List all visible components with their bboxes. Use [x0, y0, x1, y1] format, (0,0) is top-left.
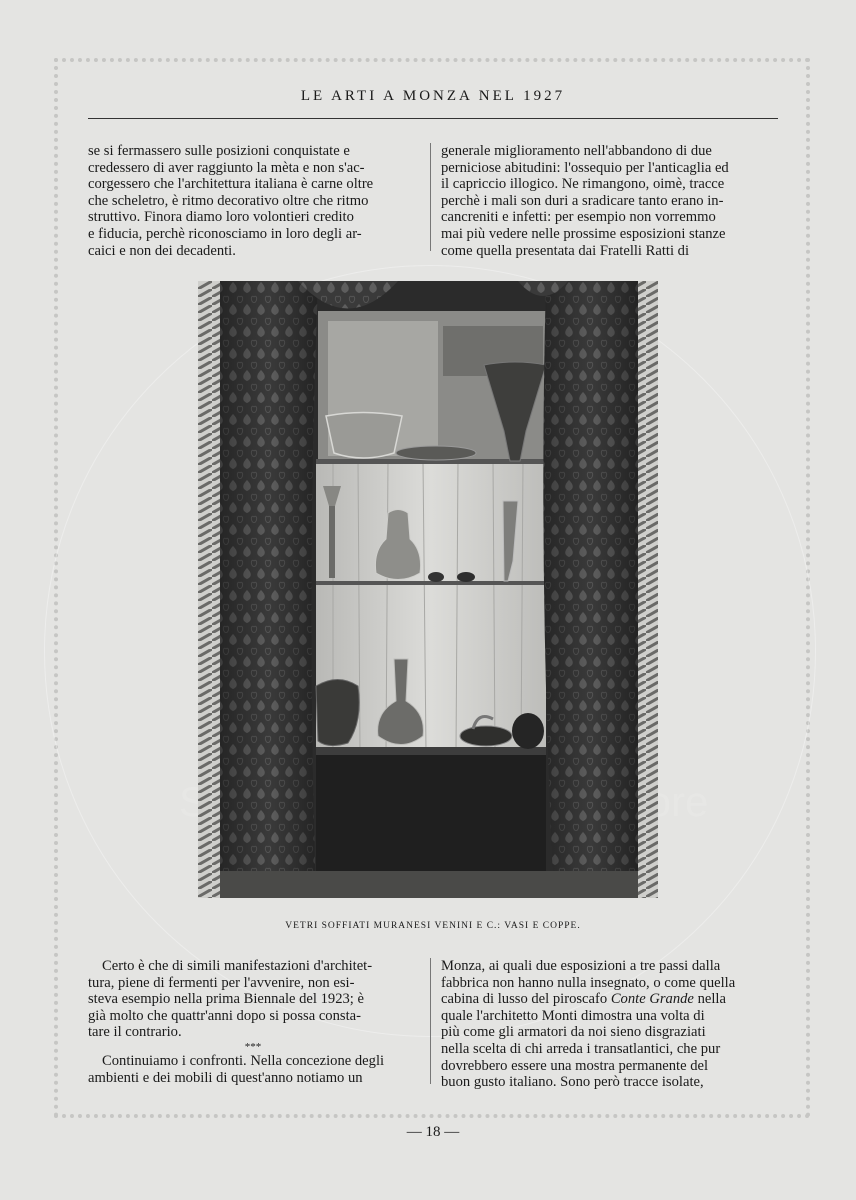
section-separator: *** — [244, 1040, 262, 1053]
text-line: Certo è che di simili manifestazioni d'architet- — [102, 958, 373, 974]
text-line: generale miglioramento nell'abbandono di due — [441, 143, 712, 159]
running-title: LE ARTI A MONZA NEL 1927 — [300, 88, 566, 104]
text-line: se si fermassero sulle posizioni conquistate e — [88, 143, 350, 159]
top-left-column — [88, 143, 418, 259]
text-segment: nella — [693, 991, 726, 1008]
text-line: credessero di aver raggiunto la mèta e non s'ac- — [88, 159, 365, 176]
page-number: — 18 — — [406, 1124, 460, 1140]
text-line: buon gusto italiano. Sono però tracce isolate, — [441, 1074, 704, 1091]
header-rule — [88, 118, 778, 119]
text-line: nella scelta di chi arreda i transatlantici, che pur — [441, 1040, 721, 1057]
text-line: mai più vedere nelle prossime esposizioni stanze — [441, 225, 726, 242]
text-line: caici e non dei decadenti. — [88, 242, 236, 259]
text-line: perniciose abitudini: l'ossequio per l'anticaglia ed — [441, 159, 729, 176]
ship-name: Conte Grande — [610, 991, 694, 1008]
text-line: ambienti e dei mobili di quest'anno notiamo un — [88, 1069, 363, 1086]
text-line: struttivo. Finora diamo loro volontieri credito — [88, 209, 354, 226]
glass-vitrine-photograph — [198, 281, 658, 898]
text-segment: cabina di lusso del piroscafo — [441, 991, 611, 1008]
text-line: tare il contrario. — [88, 1024, 182, 1041]
column-divider — [430, 958, 431, 1084]
text-line: come quella presentata dai Fratelli Ratti di — [441, 242, 690, 259]
text-line: il capriccio illogico. Ne rimangono, oimè, tracce — [441, 176, 725, 193]
text-line: e fiducia, perchè riconosciamo in loro degli ar- — [88, 225, 362, 242]
top-right-column — [441, 143, 777, 259]
text-line: fabbrica non hanno nulla insegnato, o come quella — [441, 974, 736, 991]
text-line: che scheletro, è ritmo decorativo oltre che ritmo — [88, 192, 369, 209]
text-line: cancreniti e infetti: per esempio non vorremmo — [441, 209, 716, 226]
figure-caption: VETRI SOFFIATI MURANESI VENINI E C.: VASI E COPPE. — [285, 921, 581, 931]
watermark-text-3: ore — [647, 778, 709, 825]
text-line: perchè i mali son duri a sradicare tanto erano in- — [441, 192, 724, 209]
text-line: quale l'architetto Monti dimostra una volta di — [441, 1007, 705, 1024]
text-line: tura, piene di fermenti per l'avvenire, non esi- — [88, 974, 355, 991]
column-divider — [430, 143, 431, 251]
photo-illustration — [198, 281, 658, 898]
bottom-left-column — [88, 958, 418, 1086]
bottom-right-column — [441, 958, 777, 1091]
text-line: già molto che quattr'anni dopo si possa consta- — [88, 1007, 361, 1024]
text-line: dovrebbero essere una mostra permanente del — [441, 1057, 709, 1074]
text-line: Continuiamo i confronti. Nella concezione degli — [102, 1052, 385, 1069]
text-line: steva esempio nella prima Biennale del 1923; è — [88, 991, 364, 1008]
text-line — [441, 991, 777, 1008]
text-line: corgessero che l'architettura italiana è carne oltre — [88, 176, 374, 193]
text-line: più come gli armatori da noi sieno disgraziati — [441, 1024, 706, 1041]
text-line: Monza, ai quali due esposizioni a tre passi dalla — [441, 958, 721, 974]
